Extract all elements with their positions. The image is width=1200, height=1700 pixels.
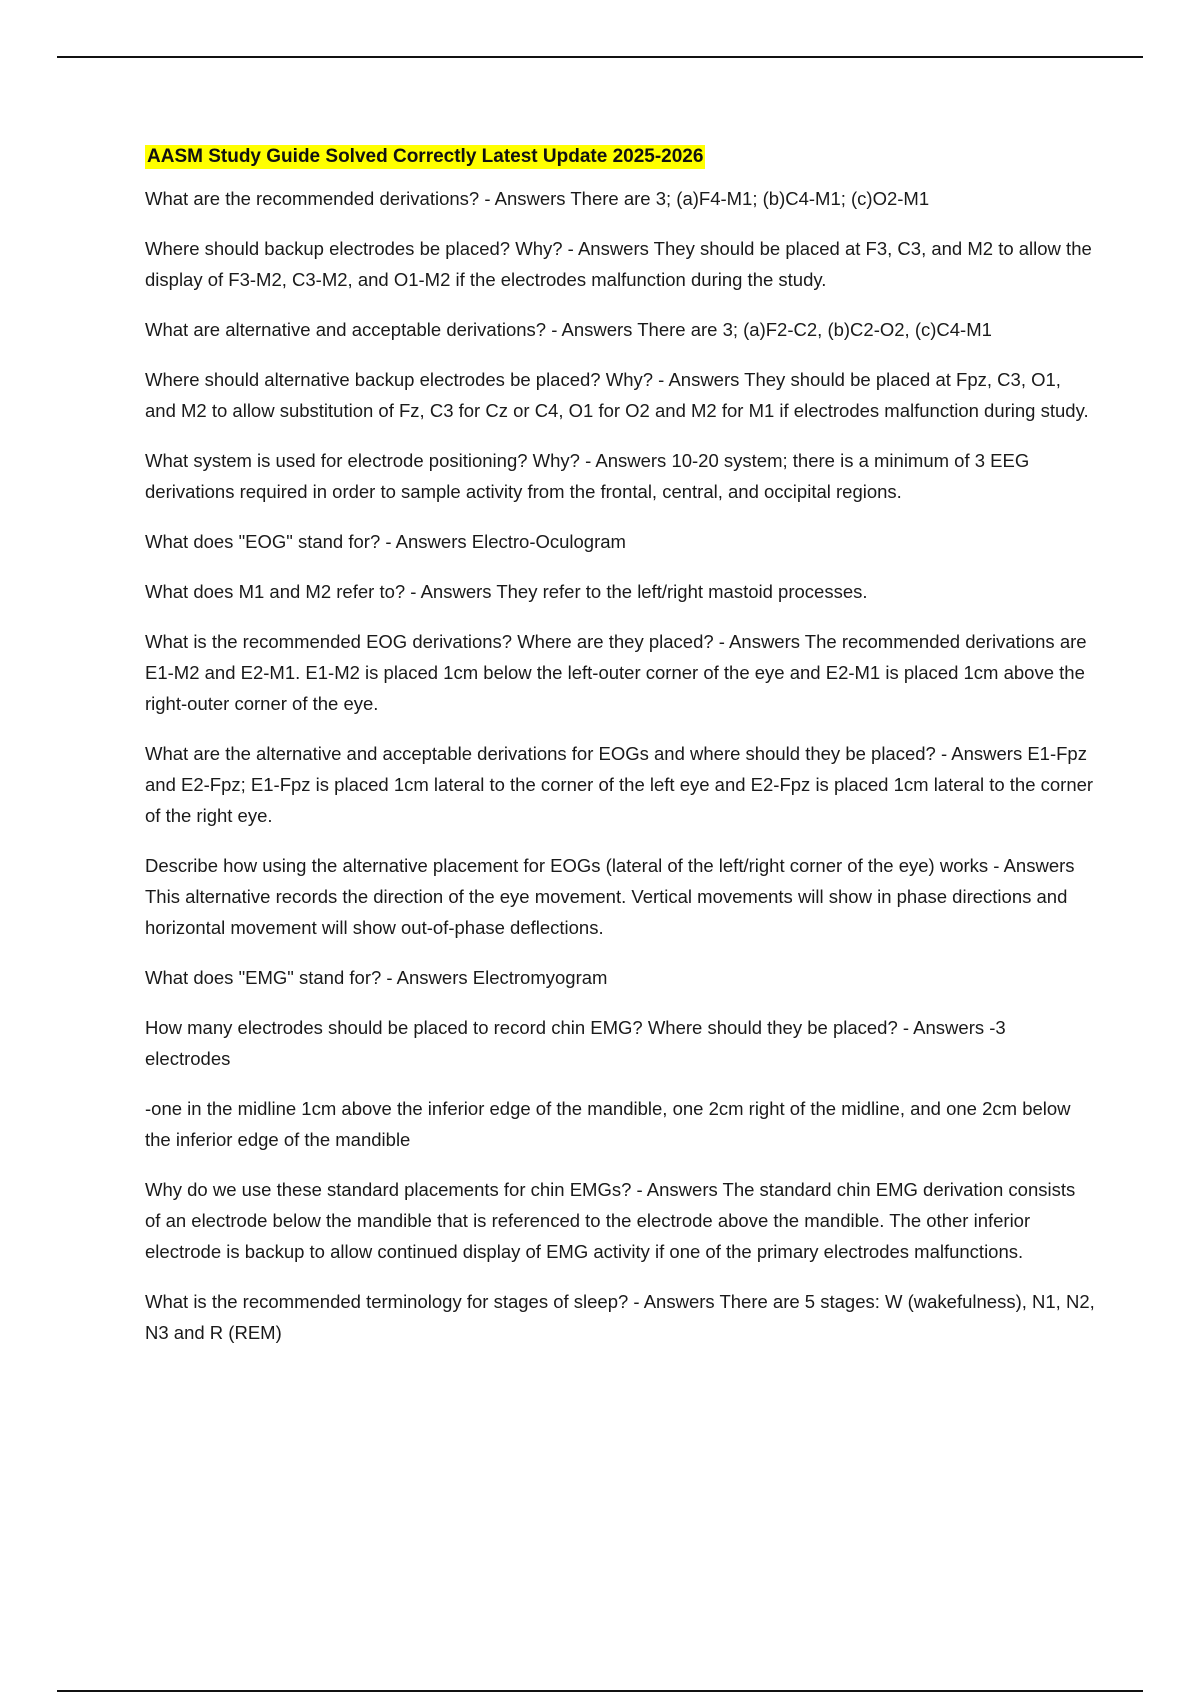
qa-paragraph: Where should backup electrodes be placed? Why? - Answers They should be placed at F3, C3, and M2 to allow the display of F3-M2, C3-M2, and O1-M2 if the electrodes malfunction during the study. <box>145 238 1092 290</box>
qa-paragraph: Why do we use these standard placements for chin EMGs? - Answers The standard chin EMG derivation consists of an electrode below the mandible that is referenced to the electrode above the mandible. The other inferior electrode is backup to allow continued display of EMG activity if one of the primary electrodes malfunctions. <box>145 1179 1076 1262</box>
document-body <box>145 145 1095 1367</box>
qa-paragraph: What is the recommended EOG derivations? Where are they placed? - Answers The recommended derivations are E1-M2 and E2-M1. E1-M2 is placed 1cm below the left-outer corner of the eye and E2-M1 is placed 1cm above the right-outer corner of the eye. <box>145 631 1087 714</box>
qa-paragraph: What does M1 and M2 refer to? - Answers They refer to the left/right mastoid processes. <box>145 581 868 602</box>
document-title: AASM Study Guide Solved Correctly Latest Update 2025-2026 <box>147 146 704 167</box>
qa-paragraph: Where should alternative backup electrodes be placed? Why? - Answers They should be placed at Fpz, C3, O1, and M2 to allow substitution of Fz, C3 for Cz or C4, O1 for O2 and M2 for M1 if electrodes malfunction during study. <box>145 369 1089 421</box>
qa-paragraph: What system is used for electrode positioning? Why? - Answers 10-20 system; there is a minimum of 3 EEG derivations required in order to sample activity from the frontal, central, and occipital regions. <box>145 450 1030 502</box>
qa-paragraph: What are alternative and acceptable derivations? - Answers There are 3; (a)F2-C2, (b)C2-O2, (c)C4-M1 <box>145 319 992 340</box>
qa-paragraph: -one in the midline 1cm above the inferior edge of the mandible, one 2cm right of the midline, and one 2cm below the inferior edge of the mandible <box>145 1098 1071 1150</box>
qa-paragraph: What are the alternative and acceptable derivations for EOGs and where should they be placed? - Answers E1-Fpz and E2-Fpz; E1-Fpz is placed 1cm lateral to the corner of the left eye and E2-Fpz is placed 1cm lateral to the corner of the right eye. <box>145 743 1094 826</box>
qa-paragraph: What does "EMG" stand for? - Answers Electromyogram <box>145 967 608 988</box>
qa-paragraph: What are the recommended derivations? - Answers There are 3; (a)F4-M1; (b)C4-M1; (c)O2-M1 <box>145 188 930 209</box>
qa-paragraph: What does "EOG" stand for? - Answers Electro-Oculogram <box>145 531 626 552</box>
footer-rule <box>57 1690 1143 1692</box>
qa-paragraph: Describe how using the alternative placement for EOGs (lateral of the left/right corner of the eye) works - Answers This alternative records the direction of the eye movement. Vertical movements will show in phase directions and horizontal movement will show out-of-phase deflections. <box>145 855 1075 938</box>
header-rule <box>57 56 1143 58</box>
qa-paragraph: How many electrodes should be placed to record chin EMG? Where should they be placed? - Answers -3 electrodes <box>145 1017 1006 1069</box>
qa-paragraph: What is the recommended terminology for stages of sleep? - Answers There are 5 stages: W (wakefulness), N1, N2, N3 and R (REM) <box>145 1291 1095 1343</box>
